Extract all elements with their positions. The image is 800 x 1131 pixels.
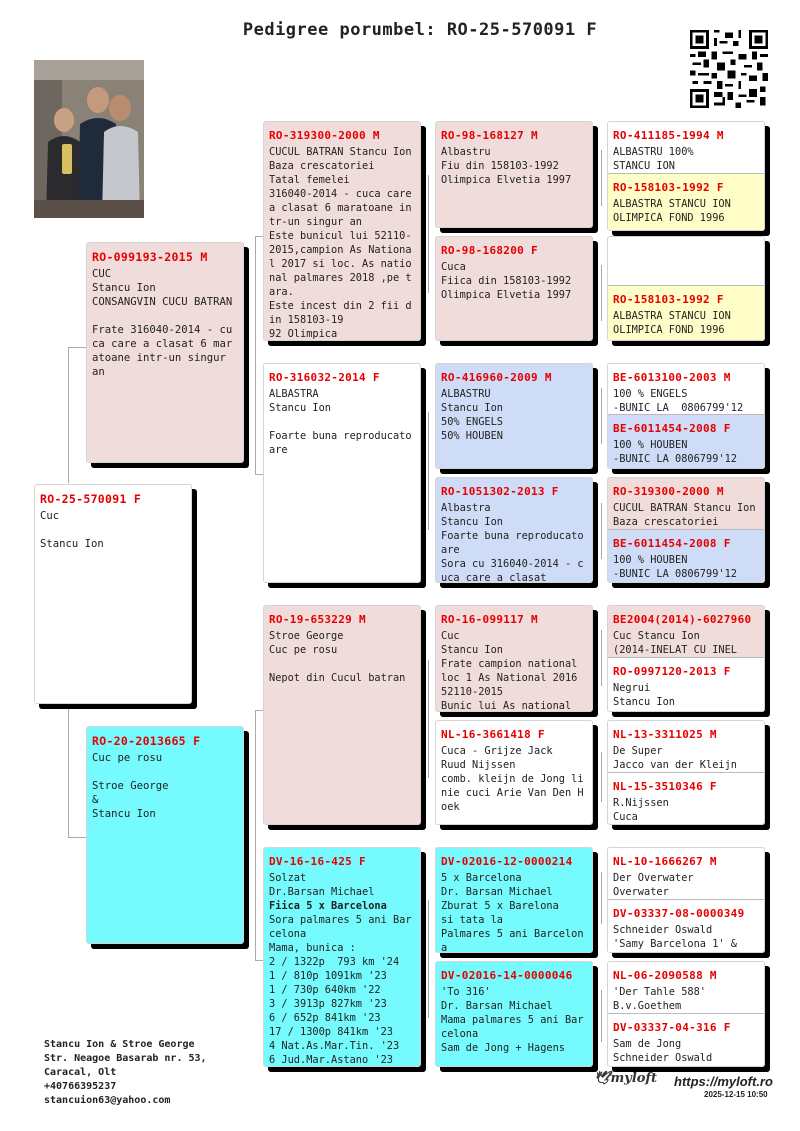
gen5-ring: BE-6011454-2008 F — [613, 422, 731, 435]
sire-sire-details: CUCUL BATRAN Stancu Ion Baza crescatoriei Tatal femelei 316040-2014 - cuca care a clasat 6 maratoane intr-un singur an Este bunicul lui 52110-2015,campion As National 2017 si loc. As national palmares 2018 ,pe tara. Este incest din 2 fii din 158103-19 92 Olimpica — [269, 146, 412, 340]
gen4-card-6[interactable] — [435, 720, 593, 825]
gen4-card-4[interactable] — [435, 477, 593, 583]
gen5-card-4[interactable] — [608, 286, 764, 341]
gen5-ring: NL-13-3311025 M — [613, 728, 717, 741]
sire-sire-ring: RO-319300-2000 M — [269, 129, 380, 142]
gen4-details: ALBASTRU Stancu Ion 50% ENGELS 50% HOUBEN — [441, 388, 503, 442]
sire-card[interactable] — [86, 242, 244, 463]
gen5-ring — [608, 237, 764, 244]
gen5-ring: RO-0997120-2013 F — [613, 665, 731, 678]
owner-contact — [44, 1038, 207, 1108]
gen5-details: ALBASTRU 100% STANCU ION — [613, 146, 694, 172]
gen5-card-14[interactable] — [608, 900, 764, 953]
gen5-details: ALBASTRA STANCU ION OLIMPICA FOND 1996 — [613, 310, 731, 336]
owner-email[interactable]: stancuion63@yahoo.com — [44, 1095, 171, 1106]
page-title: Pedigree porumbel: RO-25-570091 F — [242, 20, 598, 40]
gen5-pair-2 — [607, 236, 765, 341]
print-date: 2025-12-15 10:50 — [704, 1090, 768, 1099]
gen4-ring: RO-98-168127 M — [441, 129, 538, 142]
gen5-details: Sam de Jong Schneider Oswald — [613, 1038, 713, 1064]
gen5-details: 'Der Tahle 588' B.v.Goethem — [613, 986, 706, 1012]
gen5-card-7[interactable] — [608, 478, 764, 530]
gen4-card-3[interactable] — [435, 363, 593, 469]
dam-dam-highlight: Fiica 5 x Barcelona — [269, 900, 387, 912]
gen5-card-3[interactable] — [608, 237, 764, 286]
gen5-ring: BE2004(2014)-6027960 — [613, 613, 752, 626]
gen5-details: R.Nijssen Cuca — [613, 797, 669, 823]
gen5-details: Der Overwater Overwater — [613, 872, 694, 898]
gen5-pair-1 — [607, 121, 765, 231]
myloft-logo: 🕊myloft — [594, 1071, 658, 1086]
dam-dam-details: Solzat Dr.Barsan Michael Fiica 5 x Barcelona Sora palmares 5 ani Barcelona Mama, bunica : 2 / 1322p 793 km '24 1 / 810p 1091km '23 1 / 730p 640km '22 3 / 3913p 827km '23 6 / 652p 841km '23 17 / 1300p 841km '23 4 Nat.As.Mar.Tin. '23 6 Jud.Mar.Astano '23 — [269, 872, 412, 1066]
owner-photo — [34, 60, 144, 218]
gen5-pair-7 — [607, 847, 765, 953]
gen4-ring: NL-16-3661418 F — [441, 728, 545, 741]
gen5-details: Negrui Stancu Ion — [613, 682, 675, 708]
gen5-ring: DV-03337-08-0000349 — [613, 907, 745, 920]
gen5-ring: RO-319300-2000 M — [613, 485, 724, 498]
gen5-details: 100 % HOUBEN -BUNIC LA 0806799'12 — [613, 554, 737, 580]
gen4-ring: RO-98-168200 F — [441, 244, 538, 257]
gen5-card-10[interactable] — [608, 658, 764, 712]
gen5-details: De Super Jacco van der Kleijn — [613, 745, 737, 771]
sire-dam-card[interactable] — [263, 363, 421, 583]
gen5-ring: RO-158103-1992 F — [613, 181, 724, 194]
gen4-card-7[interactable] — [435, 847, 593, 953]
gen5-pair-8 — [607, 961, 765, 1067]
gen5-card-2[interactable] — [608, 174, 764, 231]
sire-ring: RO-099193-2015 M — [92, 250, 208, 264]
sire-dam-details: ALBASTRA Stancu Ion Foarte buna reproducatoare — [269, 388, 412, 456]
gen5-card-9[interactable] — [608, 606, 764, 658]
gen5-ring: NL-15-3510346 F — [613, 780, 717, 793]
gen4-card-2[interactable] — [435, 236, 593, 341]
site-link[interactable]: https://myloft.ro — [674, 1074, 773, 1089]
dam-sire-card[interactable] — [263, 605, 421, 825]
gen4-details: Cuc Stancu Ion Frate campion national loc 1 As National 2016 52110-2015 Bunic lui As national — [441, 630, 578, 712]
sire-dam-ring: RO-316032-2014 F — [269, 371, 380, 384]
gen5-ring: BE-6013100-2003 M — [613, 371, 731, 384]
gen5-ring: BE-6011454-2008 F — [613, 537, 731, 550]
pigeon-logo-icon: 🕊 — [594, 1071, 611, 1086]
gen5-ring: DV-03337-04-316 F — [613, 1021, 731, 1034]
gen5-details: 100 % HOUBEN -BUNIC LA 0806799'12 — [613, 439, 737, 465]
dam-sire-details: Stroe George Cuc pe rosu Nepot din Cucul batran — [269, 630, 406, 684]
gen5-details: Cuc Stancu Ion (2014-INELAT CU INEL — [613, 630, 737, 656]
owner-street: Str. Neagoe Basarab nr. 53, — [44, 1053, 207, 1064]
gen5-details: CUCUL BATRAN Stancu Ion Baza crescatoriei — [613, 502, 756, 528]
gen5-pair-4 — [607, 477, 765, 583]
gen4-details: Cuca - Grijze Jack Ruud Nijssen comb. kleijn de Jong linie cuci Arie Van Den Hoek — [441, 745, 584, 813]
dam-card[interactable] — [86, 726, 244, 944]
owner-city: Caracal, Olt — [44, 1067, 117, 1078]
dam-details: Cuc pe rosu Stroe George & Stancu Ion — [92, 752, 169, 820]
gen4-ring: RO-16-099117 M — [441, 613, 538, 626]
gen5-card-8[interactable] — [608, 530, 764, 583]
gen4-card-8[interactable] — [435, 961, 593, 1067]
gen5-card-11[interactable] — [608, 721, 764, 773]
gen5-ring: RO-158103-1992 F — [613, 293, 724, 306]
pigeon-ring: RO-25-570091 F — [40, 492, 142, 506]
gen4-details: Albastra Stancu Ion Foarte buna reproducatoare Sora cu 316040-2014 - cuca care a clasat — [441, 502, 584, 583]
gen4-card-1[interactable] — [435, 121, 593, 228]
gen4-details: Cuca Fiica din 158103-1992 Olimpica Elvetia 1997 — [441, 261, 572, 301]
dam-dam-card[interactable] — [263, 847, 421, 1067]
gen5-ring: NL-10-1666267 M — [613, 855, 717, 868]
owner-phone: +40766395237 — [44, 1081, 117, 1092]
gen4-details: 'To 316' Dr. Barsan Michael Mama palmares 5 ani Barcelona Sam de Jong + Hagens — [441, 986, 584, 1054]
gen5-card-1[interactable] — [608, 122, 764, 174]
gen5-card-13[interactable] — [608, 848, 764, 900]
sire-details: CUC Stancu Ion CONSANGVIN CUCU BATRAN Frate 316040-2014 - cuca care a clasat 6 maratoane intr-un singur an — [92, 268, 233, 378]
gen5-details: ALBASTRA STANCU ION OLIMPICA FOND 1996 — [613, 198, 731, 224]
gen4-ring: RO-416960-2009 M — [441, 371, 552, 384]
gen5-details: 100 % ENGELS -BUNIC LA 0806799'12 — [613, 388, 744, 414]
dam-sire-ring: RO-19-653229 M — [269, 613, 366, 626]
dam-dam-ring: DV-16-16-425 F — [269, 855, 366, 868]
pigeon-card[interactable] — [34, 484, 192, 704]
gen5-ring: RO-411185-1994 M — [613, 129, 724, 142]
sire-sire-card[interactable] — [263, 121, 421, 341]
owner-name: Stancu Ion & Stroe George — [44, 1039, 195, 1050]
pigeon-details: Cuc Stancu Ion — [40, 510, 104, 550]
gen5-pair-3 — [607, 363, 765, 469]
gen4-card-5[interactable] — [435, 605, 593, 712]
gen5-ring: NL-06-2090588 M — [613, 969, 717, 982]
gen4-ring: DV-02016-14-0000046 — [441, 969, 573, 982]
dam-ring: RO-20-2013665 F — [92, 734, 201, 748]
gen5-pair-5 — [607, 605, 765, 712]
gen4-ring: DV-02016-12-0000214 — [441, 855, 573, 868]
gen5-details — [608, 244, 764, 247]
gen5-details: Schneider Oswald 'Samy Barcelona 1' & — [613, 924, 737, 950]
gen5-card-15[interactable] — [608, 962, 764, 1014]
gen4-ring: RO-1051302-2013 F — [441, 485, 559, 498]
gen5-card-5[interactable] — [608, 364, 764, 415]
gen5-card-12[interactable] — [608, 773, 764, 825]
gen4-details: Albastru Fiu din 158103-1992 Olimpica Elvetia 1997 — [441, 146, 572, 186]
gen5-card-6[interactable] — [608, 415, 764, 469]
qr-code-icon — [690, 30, 768, 108]
gen5-pair-6 — [607, 720, 765, 825]
gen4-details: 5 x Barcelona Dr. Barsan Michael Zburat 5 x Barelona si tata la Palmares 5 ani Barcelona — [441, 872, 584, 953]
gen5-card-16[interactable] — [608, 1014, 764, 1067]
